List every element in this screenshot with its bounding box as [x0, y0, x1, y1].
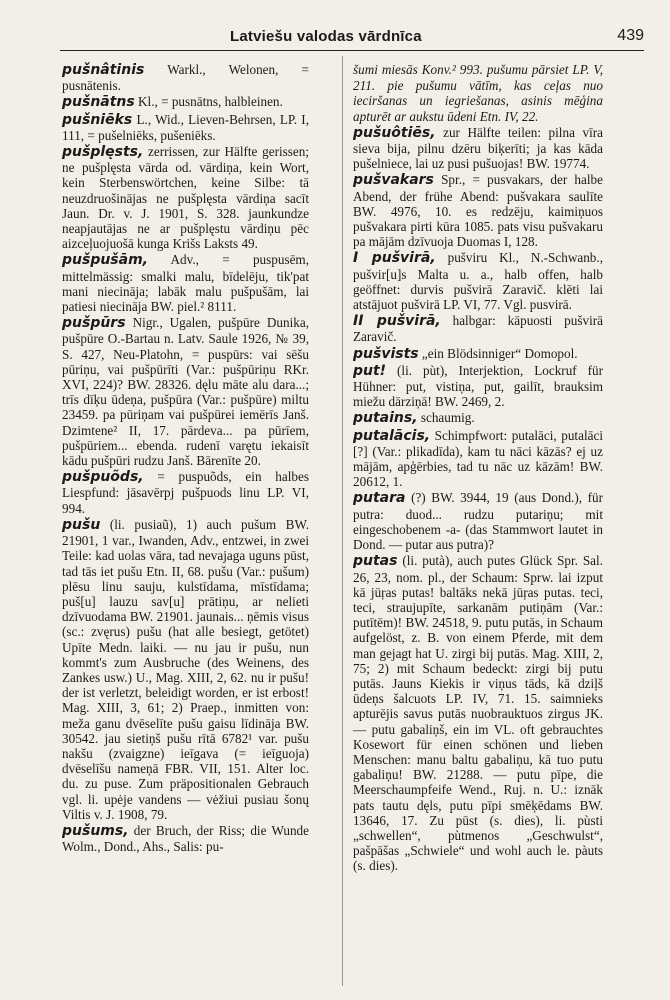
page-number: 439 [617, 27, 644, 44]
dictionary-entry [62, 112, 309, 143]
dictionary-entry [353, 553, 603, 873]
entry-text: šumi miesās Konv.² 993. pušumu pārsiet LP. V, 211. pie pušumu vātīm, kas ceļas nuo ieciršanas un iegriešanas, asinis mēģina apturēt ar aukstu ūdeni Etn. IV, 22. [353, 62, 603, 124]
entry-headword: pušuôtiēs, [353, 124, 436, 141]
running-title: Latviešu valodas vārdnīca [230, 28, 422, 45]
dictionary-entry [62, 823, 309, 854]
dictionary-entry [62, 315, 309, 468]
entry-text: (li. pusiaũ), 1) auch pušum BW. 21901, 1 var., Iwanden, Adv., entzwei, in zwei Teile: kad uolas vāra, tad nevajaga uguns pūst, tad tās iet pušu Etn. II, 68. pušu (Var.: pušum) plēsu linu sauju, kulstīdama, mīstīdama; puš[u] lauzu sav[u] prātiņu, ar nelieti dzīvuodama BW. 21901. jaunais... ņēmis visus (sc.: zvęrus) pušu (hat alle besiegt, getötet) Upīte Medn. laiki. — nu jau ir pušu, nun kommt's zum Ausbruche (des Weinens, des Zankes usw.) U., Mag. XIII, 2, 62. nu ir pušu! der ist verletzt, beleidigt worden, er ist erbost! Mag. XIII, 3, 61; 2) Praep., inmitten von: meža ganu dvēselīte pušu gaisu līdināja BW. 30542. jau sietiņš pušu rītā 6782¹ var. pušu nakšu (zvaigzne) ieīgava (= ieīguoja) dvēselīšu nameņā FBR. VII, 151. Alter loc. du. zu puse. Zum präpositionalen Gebrauch vgl. li. upėje vandens — vėžiui pusiau šonų Viltis v. J. 1908, 79. [62, 516, 309, 822]
dictionary-entry [62, 62, 309, 93]
entry-headword: pušnātns [62, 94, 135, 111]
entry-text: zerrissen, zur Hälfte gerissen; ne pušplęsta vārda od. vārdiņa, kein Wort, kein Sterbenswörtchen, keine Silbe: tā neuzdruošinājas ne pušplęsta vārdiņa sacīt Jaun. Dr. v. J. 1901, S. 328. jaunkundze neapjautājas ne ar pušplęstu vārdiņu pēc aizceļuojuošā kunga Krišs Laksts 49. [62, 144, 309, 252]
entry-headword: putalācis, [353, 427, 431, 444]
dictionary-entry [353, 62, 603, 124]
entry-text: halbgar: kāpuosti pušvirā Zaravič. [353, 313, 603, 345]
dictionary-entry [353, 125, 603, 172]
entry-headword: pušniēks [62, 111, 133, 128]
dictionary-entry [353, 313, 603, 344]
entry-headword: pušvists [353, 345, 419, 362]
column-divider [342, 56, 343, 986]
entry-text: Kl., = pusnātns, halbleinen. [134, 94, 283, 110]
entry-text: Warkl., Welonen, = pusnātenis. [62, 62, 309, 94]
dictionary-entry [62, 252, 309, 314]
dictionary-entry [353, 490, 603, 552]
entry-text: der Bruch, der Riss; die Wunde Wolm., Dond., Ahs., Salis: pu- [62, 822, 309, 855]
entry-text: zur Hälfte teilen: pilna vīra sieva bija, pilnu dzēru biķerīti; ja kas kāda pušelniece, lai uz pusi pušuojas! BW. 19774. [353, 124, 603, 172]
entry-text: Adv., = puspusēm, mittelmässig: smalki malu, bīdelēju, tik'pat mani niecināja; labāk malu pušpušām, lai patiesi niecināja BW. piel.² 8111. [62, 252, 309, 315]
dictionary-entry [62, 469, 309, 516]
entry-headword: II pušvirā, [353, 313, 441, 330]
entry-text: schaumig. [417, 410, 475, 426]
dictionary-entry [353, 346, 603, 362]
dictionary-entry [353, 428, 603, 490]
dictionary-entry [353, 363, 603, 410]
right-column [353, 62, 603, 992]
entry-headword: pušpuõds, [62, 469, 144, 486]
entry-headword: put! [353, 362, 387, 379]
header-rule [60, 50, 644, 51]
entry-headword: putas [353, 553, 398, 570]
dictionary-entry [62, 94, 309, 110]
entry-text: Schimpfwort: putalāci, putalāci [?] (Var.: plikadīda), kam tu nāci kāzās? ej uz mājām, apģērbies, tad tu nāc uz kāzām! BW. 20612, 1. [353, 427, 603, 490]
entry-headword: putains, [353, 410, 418, 427]
dictionary-entry [353, 172, 603, 249]
left-column [62, 62, 309, 992]
entry-text: Spr., = pusvakars, der halbe Abend, der frühe Abend: pušvakara saulīte BW. 4976, 10. es redzēju, kaimiņuos pušvakara pirti kūra 1085. pats visu pušvakaru pa mājām dzīvuoja Duomas I, 128. [353, 172, 603, 250]
page-header [60, 22, 644, 52]
entry-headword: pušvakars [353, 172, 434, 189]
entry-text: = puspuõds, ein halbes Liespfund: jāsavērpj pušpuods linu LP. VI, 994. [62, 469, 309, 516]
entry-headword: pušpušām, [62, 252, 148, 269]
entry-text: „ein Blödsinniger“ Domopol. [418, 345, 578, 361]
entry-text: pušviru Kl., N.-Schwanb., pušvir[u]s Malta u. a., halb offen, halb geöffnet: durvis pušvirā Zaravič. klēti lai atstājuot pušvirā LP. VI, 77. Vgl. pusvirā. [353, 250, 603, 313]
entry-text: L., Wid., Lieven-Behrsen, LP. I, 111, = pušelniēks, pušeniēks. [62, 111, 309, 143]
entry-headword: pušpūrs [62, 315, 126, 332]
entry-headword: pušnâtinis [62, 62, 145, 78]
entry-text: (li. putà), auch putes Glück Spr. Sal. 26, 23, nom. pl., der Schaum: Sprw. lai izput kā jūŗas putas! baltāks nekā jūŗas putas. teci, teci, straujupīte, sarkanām putiņām (Var.: putītēm)! BW. 24518, 9. putu putās, in Schaum aufgelöst, z. B. von einem Pferde, mit dem man gejagt hat U. zirgi bij putās. Mag. XIII, 2, 75; 2) mit Schaum bedeckt: zirgi bij putu putās. Jauns Kiekis ir viņus tāds, kā dziļš ūdeņs šalcuots LP. IV, 71. 15. saimnieks apturējis savus putās nuobrauktuos zirgus JK. — putu gabaliņš, ein im VL. oft gebrauchtes Kosewort für einen schönen und lieben Menschen: manu baltu gabaliņu, kā tuo putu gabaliņu! BW. 21288. — putu pīpe, die Meerschaumpfeife Wend., Ruj. n. U.: iznāk pats tautu dęls, putu pīpi smēķēdams BW. 13646, 17. Zu pūst (s. dies), li. pùsti „schwellen“, pùtmenos „Geschwulst“, pašpāšas „Schwiele“ und wohl auch le. pàuts (s. dies). [353, 553, 603, 874]
dictionary-entry [62, 517, 309, 822]
entry-text: (li. pùt), Interjektion, Lockruf für Hühner: put, vistiņa, put, gailīt, brauksim miežu dārziņā! BW. 2469, 2. [353, 362, 603, 410]
entry-text: (?) BW. 3944, 19 (aus Dond.), für putra: duod... rudzu putariņu; mit eingeschobenem -a- (das Stammwort lautet in Dond. — putar aus putra)? [353, 490, 603, 553]
dictionary-entry [353, 250, 603, 312]
entry-text: Nigr., Ugalen, pušpūre Dunika, pušpūre O.-Bartau n. Latv. Saule 1926, № 39, S. 427, Neu-Platohn, = puspūrs: vai sēšu pūriņu, vai pušpūrīti (Var.: pušpūriņu RKr. XVI, 224)? BW. 28326. dęlu māte alu dara...; trīs dīķu ūdeņa, pušpūra (Var.: pušpūre) miltu 23459. pa pūriņam vai pušpūrei iemērīs Janš. Dzimtene² II, 17. pārdeva... pa pūrīem, pušpūriem... ebenda. rudenī varętu iekaisīt kādu pušpūri rudzu Janš. Bārenīte 20. [62, 315, 309, 469]
entry-headword: pušplęsts, [62, 144, 144, 161]
entry-headword: pušu [62, 516, 101, 533]
dictionary-entry [353, 410, 603, 426]
entry-headword: putara [353, 490, 406, 507]
dictionary-entry [62, 144, 309, 251]
entry-headword: pušums, [62, 822, 129, 839]
entry-headword: I pušvirā, [353, 250, 436, 267]
